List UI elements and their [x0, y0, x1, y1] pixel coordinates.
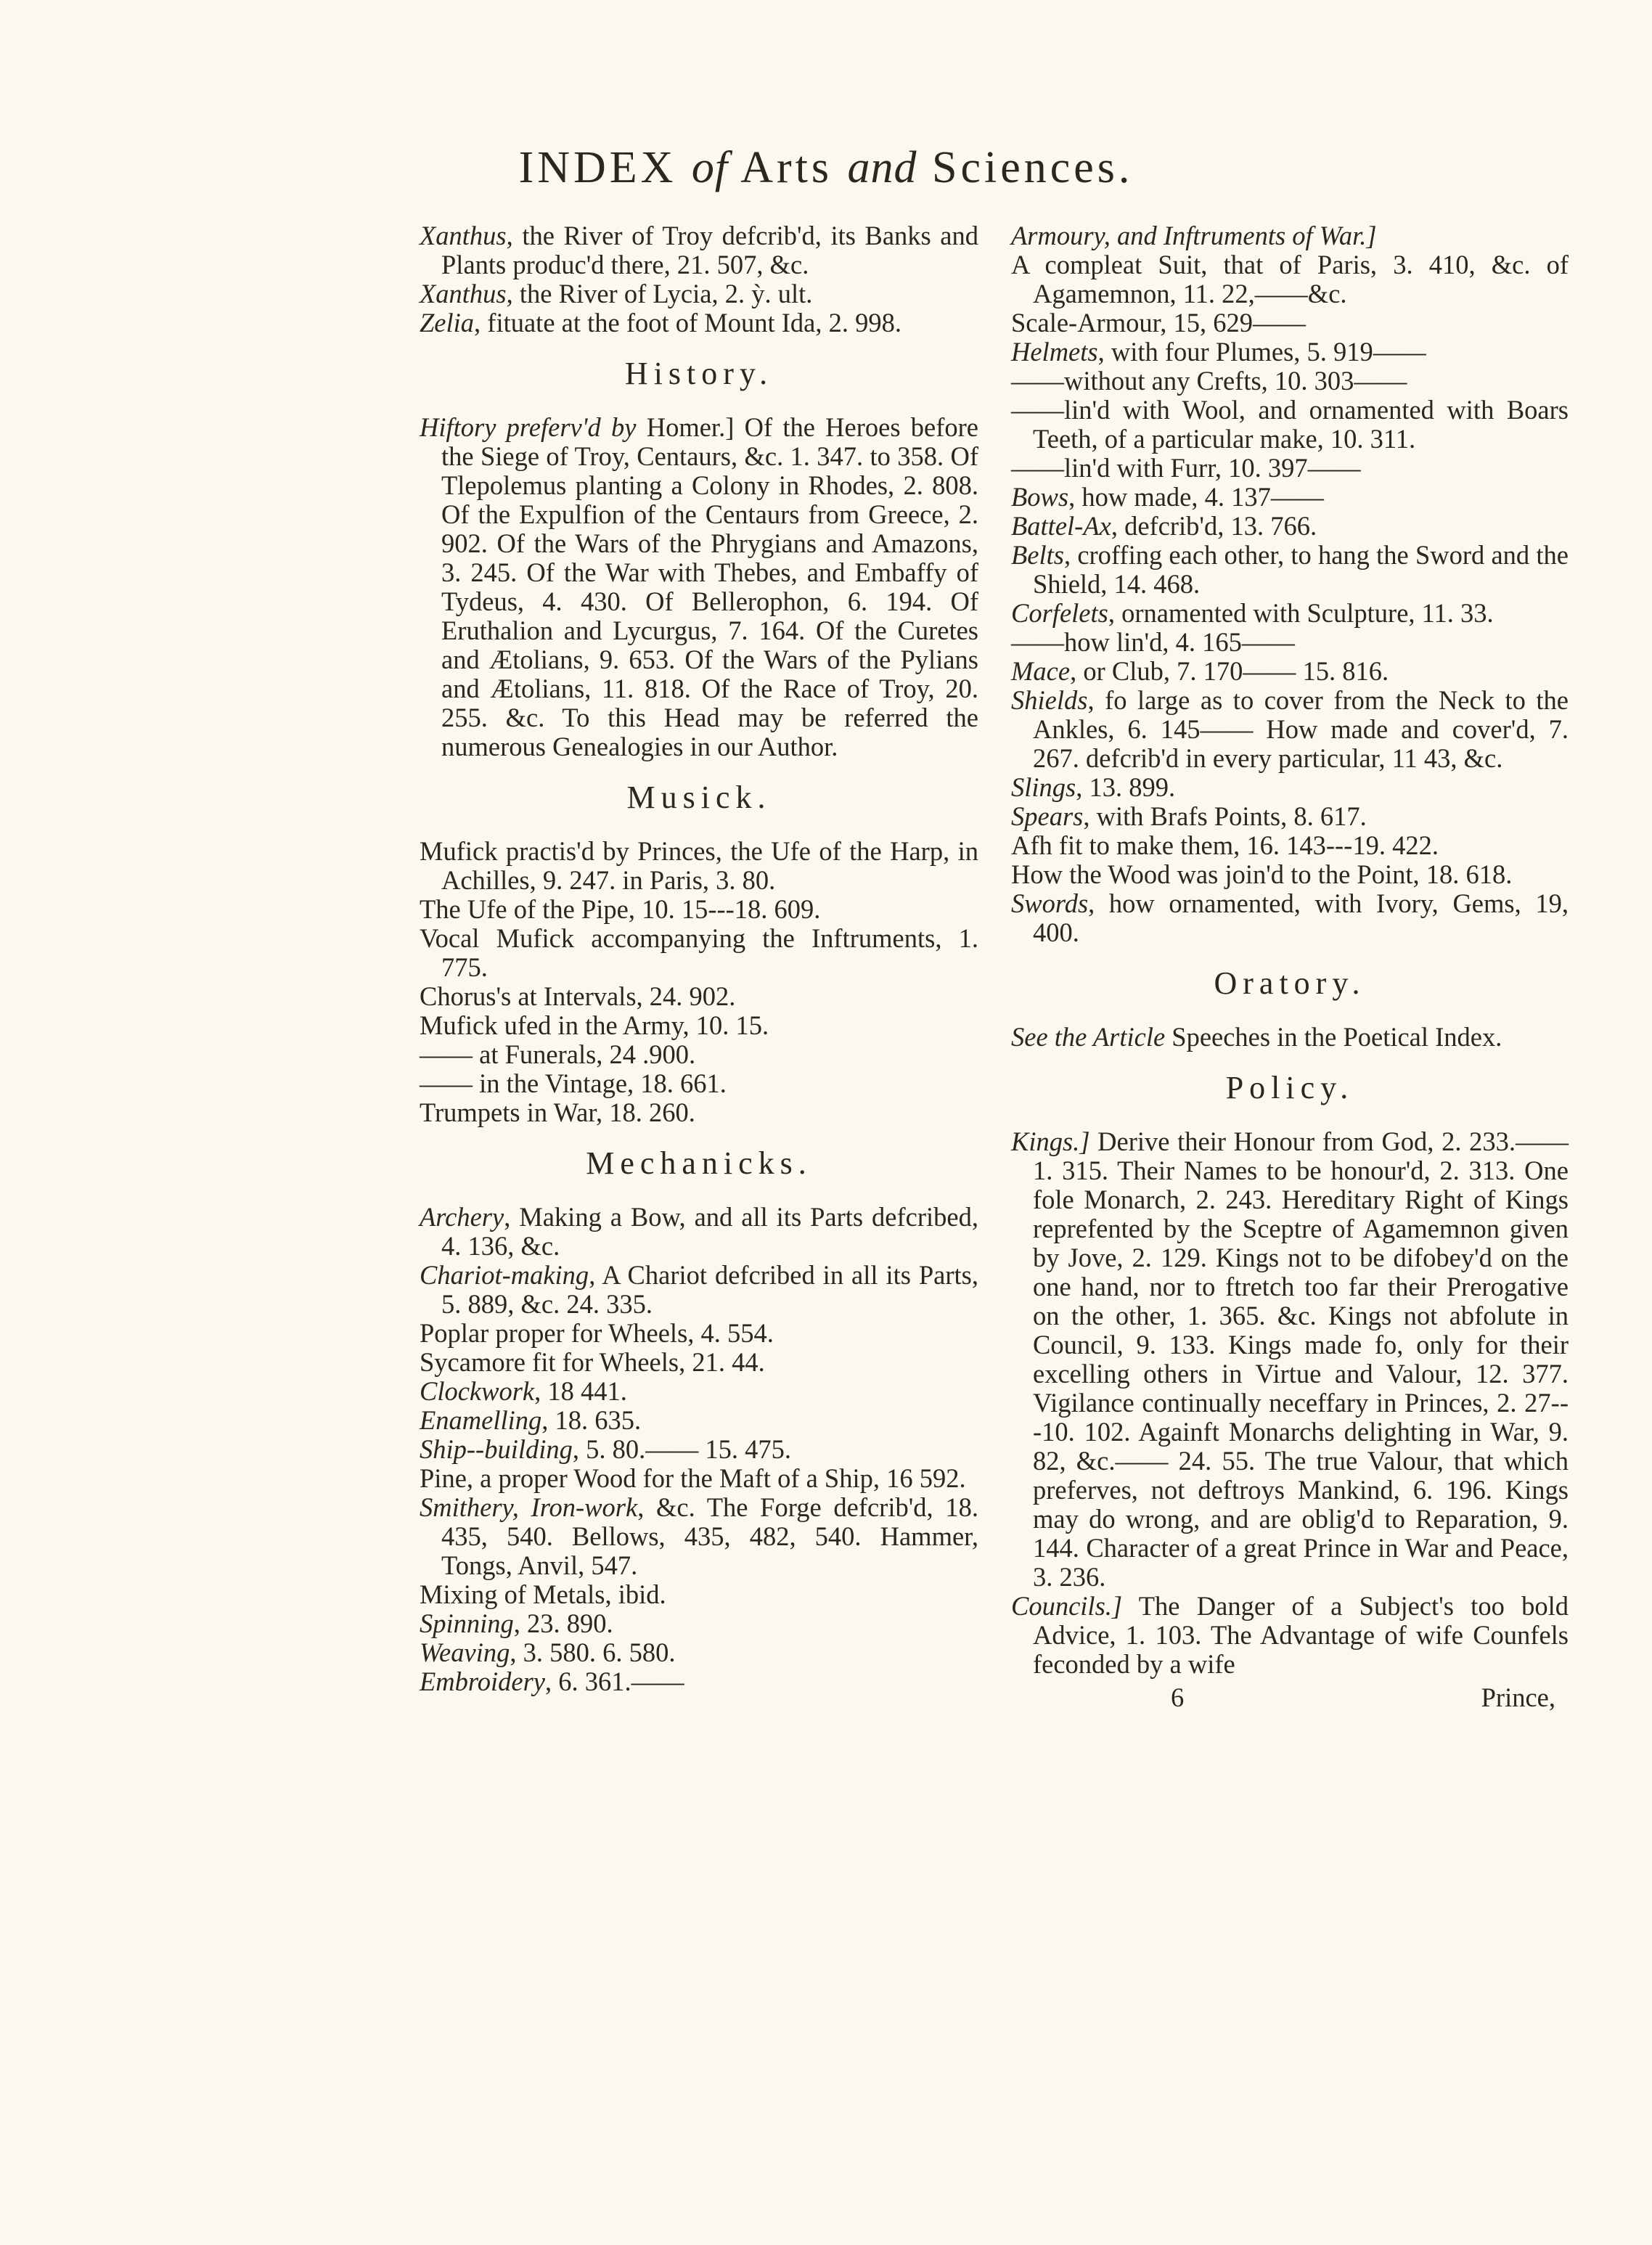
index-entry: [1011, 889, 1569, 947]
entry-text: Chorus's at Intervals, 24. 902.: [420, 981, 736, 1011]
left-column: [420, 221, 978, 1696]
index-entry: [1011, 599, 1569, 628]
entry-text: , the River of Lycia, 2. ỳ. ult.: [506, 279, 813, 308]
catchword: Prince,: [1481, 1682, 1555, 1712]
right-column: [1011, 221, 1569, 1712]
entry-keyword: Chariot-making: [420, 1260, 589, 1290]
entry-text: , or Club, 7. 170—— 15. 816.: [1070, 656, 1389, 686]
entry-keyword: Mace: [1011, 656, 1071, 686]
index-entry: [1011, 541, 1569, 599]
entry-text: Mixing of Metals, ibid.: [420, 1579, 666, 1609]
entry-keyword: Councils.]: [1011, 1591, 1123, 1621]
entry-text: , fo large as to cover from the Neck to the Ankles, 6. 145—— How made and cover'd, 7. 267. defcrib'd in every particular, 11 43, &c.: [1033, 685, 1569, 773]
index-entry: [1011, 221, 1569, 250]
entry-text: ——without any Crefts, 10. 303——: [1011, 366, 1407, 396]
entry-keyword: Weaving: [420, 1637, 510, 1667]
entry-text: , ornamented with Sculpture, 11. 33.: [1108, 598, 1494, 628]
entry-keyword: Spinning: [420, 1608, 514, 1638]
index-entry: [1011, 628, 1569, 657]
entry-text: , 18 441.: [534, 1376, 627, 1406]
index-entry: [1011, 367, 1569, 396]
entry-text: , defcrib'd, 13. 766.: [1111, 511, 1317, 541]
index-entry: [420, 924, 978, 982]
entry-text: Poplar proper for Wheels, 4. 554.: [420, 1318, 774, 1348]
entry-text: , 5. 80.—— 15. 475.: [572, 1434, 791, 1464]
index-entry: [420, 279, 978, 308]
index-entry: [420, 1667, 978, 1696]
entry-text: , 13. 899.: [1076, 772, 1176, 802]
entry-keyword: Xanthus: [420, 221, 507, 250]
entry-text: ——lin'd with Wool, and ornamented with Boars Teeth, of a particular make, 10. 311.: [1011, 395, 1569, 454]
entry-keyword: Zelia: [420, 308, 475, 338]
section-heading-oratory: Oratory.: [1214, 965, 1366, 1001]
entry-text: Mufick practis'd by Princes, the Ufe of the Harp, in Achilles, 9. 247. in Paris, 3. 80.: [420, 836, 978, 895]
section-heading-mechanicks: Mechanicks.: [586, 1145, 812, 1181]
entry-keyword: Ship--building: [420, 1434, 573, 1464]
entry-keyword: Embroidery: [420, 1667, 546, 1696]
entry-text: ——how lin'd, 4. 165——: [1011, 627, 1295, 657]
index-entry: [1011, 308, 1569, 338]
index-entry: [1011, 483, 1569, 512]
index-entry: [1011, 773, 1569, 802]
index-entry: [420, 1609, 978, 1638]
index-entry: [420, 1011, 978, 1040]
index-entry: [420, 1348, 978, 1377]
entry-text: , fituate at the foot of Mount Ida, 2. 998.: [474, 308, 901, 338]
entry-text: Trumpets in War, 18. 260.: [420, 1097, 695, 1127]
entry-keyword: Shields: [1011, 685, 1088, 715]
index-entry: [1011, 512, 1569, 541]
title-and: and: [847, 143, 917, 192]
title-sciences: Sciences.: [932, 143, 1134, 192]
entry-keyword: Smithery, Iron-work: [420, 1492, 638, 1522]
entry-text: , A Chariot defcribed in all its Parts, 5. 889, &c. 24. 335.: [441, 1260, 978, 1319]
index-entry: [420, 1040, 978, 1069]
entry-text: Afh fit to make them, 16. 143---19. 422.: [1011, 830, 1439, 860]
entry-text: , Making a Bow, and all its Parts defcribed, 4. 136, &c.: [441, 1202, 978, 1261]
section-heading-policy: Policy.: [1225, 1070, 1354, 1105]
entry-keyword: See the Article: [1011, 1022, 1166, 1052]
entry-text: , &c. The Forge defcrib'd, 18. 435, 540. Bellows, 435, 482, 540. Hammer, Tongs, Anvil, 547.: [441, 1492, 978, 1580]
entry-text: The Danger of a Subject's too bold Advice, 1. 103. The Advantage of wife Counfels feconded by a wife: [1033, 1591, 1569, 1679]
entry-text: Vocal Mufick accompanying the Inftruments, 1. 775.: [420, 923, 978, 982]
entry-text: , with Brafs Points, 8. 617.: [1083, 801, 1367, 831]
entry-keyword: Archery: [420, 1202, 504, 1232]
index-entry: [420, 1098, 978, 1127]
section-heading-history: History.: [624, 356, 774, 391]
index-entry: [420, 413, 978, 761]
entry-text: , 6. 361.——: [545, 1667, 684, 1696]
entry-keyword: Slings: [1011, 772, 1076, 802]
index-entry: [1011, 831, 1569, 860]
entry-keyword: Spears: [1011, 801, 1084, 831]
index-entry: [1011, 396, 1569, 454]
index-entry: [420, 1069, 978, 1098]
index-entry: [420, 1580, 978, 1609]
title-index: INDEX: [518, 143, 677, 192]
index-entry: [1011, 1023, 1569, 1052]
entry-text: Pine, a proper Wood for the Maft of a Ship, 16 592.: [420, 1463, 966, 1493]
index-entry: [420, 895, 978, 924]
entry-text: Sycamore fit for Wheels, 21. 44.: [420, 1347, 765, 1377]
entry-keyword: Battel-Ax: [1011, 511, 1111, 541]
entry-text: , how made, 4. 137——: [1068, 482, 1324, 512]
index-entry: [420, 221, 978, 279]
page-footer: [1011, 1683, 1569, 1712]
entry-text: , with four Plumes, 5. 919——: [1097, 337, 1426, 367]
index-entry: [420, 1638, 978, 1667]
policy-entries: [1011, 1127, 1569, 1679]
index-entry: [1011, 802, 1569, 831]
entry-text: A compleat Suit, that of Paris, 3. 410, &c. of Agamemnon, 11. 22,——&c.: [1011, 250, 1569, 308]
section-heading-musick: Musick.: [626, 780, 772, 815]
entry-keyword: Helmets: [1011, 337, 1098, 367]
index-entry: [420, 1435, 978, 1464]
entry-keyword: Swords: [1011, 888, 1089, 918]
entry-text: Mufick ufed in the Army, 10. 15.: [420, 1010, 769, 1040]
entry-text: , how ornamented, with Ivory, Gems, 19, 400.: [1033, 888, 1569, 947]
mechanicks-entries: [420, 1203, 978, 1696]
index-entry: [1011, 1592, 1569, 1679]
index-entry: [1011, 657, 1569, 686]
oratory-entries: [1011, 1023, 1569, 1052]
entry-text: , 23. 890.: [513, 1608, 613, 1638]
page-title: [0, 142, 1652, 194]
armoury-entries: [1011, 221, 1569, 947]
index-entry: [1011, 686, 1569, 773]
entry-text: Homer.] Of the Heroes before the Siege of Troy, Centaurs, &c. 1. 347. to 358. Of Tlepolemus planting a Colony in Rhodes, 2. 808. Of the Expulfion of the Centaurs from Greece, 2. 902. Of the Wars of the Phrygians and Amazons, 3. 245. Of the War with Thebes, and Embaffy of Tydeus, 4. 430. Of Bellerophon, 6. 194. Of Eruthalion and Lycurgus, 7. 164. Of the Curetes and Ætolians, 9. 653. Of the Wars of the Pylians and Ætolians, 11. 818. Of the Race of Troy, 20. 255. &c. To this Head may be referred the numerous Genealogies in our Author.: [441, 412, 978, 761]
index-entry: [420, 1203, 978, 1261]
index-entry: [1011, 250, 1569, 308]
entry-keyword: Armoury, and Inftruments of War.]: [1011, 221, 1377, 250]
musick-entries: [420, 837, 978, 1127]
entry-text: Scale-Armour, 15, 629——: [1011, 308, 1307, 338]
index-entry: [1011, 454, 1569, 483]
index-entry: [420, 1493, 978, 1580]
entry-text: Speeches in the Poetical Index.: [1165, 1022, 1502, 1052]
entry-text: —— at Funerals, 24 .900.: [420, 1039, 696, 1069]
index-entry: [1011, 860, 1569, 889]
index-entry: [420, 1406, 978, 1435]
left-top-entries: [420, 221, 978, 338]
index-entry: [1011, 338, 1569, 367]
entry-text: , the River of Troy defcrib'd, its Banks and Plants produc'd there, 21. 507, &c.: [441, 221, 978, 279]
entry-keyword: Corfelets: [1011, 598, 1108, 628]
index-entry: [420, 982, 978, 1011]
entry-keyword: Clockwork: [420, 1376, 535, 1406]
entry-text: How the Wood was join'd to the Point, 18. 618.: [1011, 859, 1513, 889]
entry-text: The Ufe of the Pipe, 10. 15---18. 609.: [420, 894, 821, 924]
index-entry: [420, 837, 978, 895]
entry-text: , 18. 635.: [541, 1405, 642, 1435]
signature-mark: 6: [1171, 1682, 1185, 1712]
history-entries: [420, 413, 978, 761]
index-entry: [420, 1464, 978, 1493]
entry-keyword: Bows: [1011, 482, 1069, 512]
entry-keyword: Enamelling: [420, 1405, 542, 1435]
index-entry: [420, 1377, 978, 1406]
entry-text: , 3. 580. 6. 580.: [510, 1637, 676, 1667]
entry-keyword: Kings.]: [1011, 1126, 1090, 1156]
index-entry: [420, 1319, 978, 1348]
entry-keyword: Hiftory preferv'd by: [420, 412, 637, 442]
entry-text: ——lin'd with Furr, 10. 397——: [1011, 453, 1361, 483]
entry-keyword: Belts: [1011, 540, 1064, 570]
entry-text: Derive their Honour from God, 2. 233.—— 1. 315. Their Names to be honour'd, 2. 313. One fole Monarch, 2. 243. Hereditary Right of Kings reprefented by the Sceptre of Agamemnon given by Jove, 2. 129. Kings not to be difobey'd on the one hand, nor to ftretch too far their Prerogative on the other, 1. 365. &c. Kings not abfolute in Council, 9. 133. Kings made fo, only for their excelling others in Virtue and Valour, 12. 377. Vigilance continually neceffary in Princes, 2. 27---10. 102. Againft Monarchs delighting in War, 9. 82, &c.—— 24. 55. The true Valour, that which preferves, not deftroys Mankind, 6. 196. Kings may do wrong, and are oblig'd to Reparation, 9. 144. Character of a great Prince in War and Peace, 3. 236.: [1033, 1126, 1569, 1592]
title-arts: Arts: [740, 143, 833, 192]
index-entry: [1011, 1127, 1569, 1592]
index-entry: [420, 308, 978, 338]
index-entry: [420, 1261, 978, 1319]
title-of: of: [691, 143, 729, 192]
entry-keyword: Xanthus: [420, 279, 507, 308]
entry-text: —— in the Vintage, 18. 661.: [420, 1068, 727, 1098]
entry-text: , croffing each other, to hang the Sword and the Shield, 14. 468.: [1033, 540, 1569, 599]
